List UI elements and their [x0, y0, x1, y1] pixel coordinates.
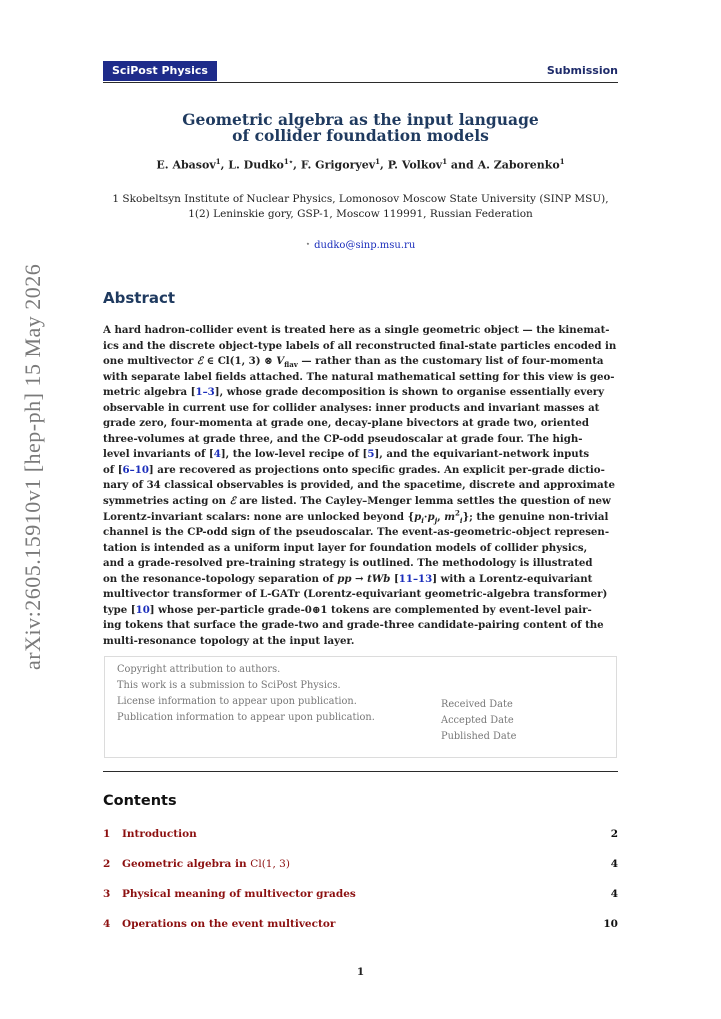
info-line: This work is a submission to SciPost Physics. — [117, 680, 341, 691]
abstract-text: ] are recovered as projections onto specific grades. An explicit per-grade dictio- — [148, 463, 605, 476]
math-symbol: tWb — [367, 572, 391, 585]
toc-number: 3 — [103, 888, 111, 900]
author-separator: , — [220, 158, 229, 172]
toc-title[interactable] — [122, 826, 197, 842]
abstract-line — [103, 463, 618, 479]
author-separator: and — [447, 158, 478, 172]
affiliation-line: 1 Skobeltsyn Institute of Nuclear Physics, Lomonosov Moscow State University (SINP MSU), — [112, 193, 609, 205]
toc-item[interactable] — [103, 826, 618, 842]
title-line: Geometric algebra as the input language — [182, 110, 539, 129]
abstract-text: on the resonance-topology separation of — [103, 572, 338, 585]
citation-link[interactable]: 10 — [135, 603, 150, 616]
abstract-text: level invariants of [ — [103, 448, 214, 461]
page-number: 1 — [356, 966, 365, 978]
abstract-line — [103, 494, 618, 510]
affiliation-mark: 1 — [215, 157, 221, 166]
abstract-line — [103, 510, 618, 526]
contents-heading: Contents — [103, 793, 177, 809]
author-separator: , — [293, 158, 301, 172]
date-line: Received Date — [441, 699, 513, 710]
abstract-line — [103, 416, 618, 432]
abstract-text: — rather than as the customary list of four-momenta — [297, 355, 604, 368]
affiliation-mark: 1 — [442, 157, 448, 166]
toc-page: 2 — [610, 828, 618, 840]
affiliation — [103, 192, 618, 222]
citation-link[interactable]: 4 — [213, 448, 221, 461]
page-header — [103, 61, 618, 83]
author-name: A. Zaborenko — [477, 158, 560, 172]
abstract-line — [103, 447, 618, 463]
abstract-text: [ — [390, 572, 399, 585]
math-symbol: pp — [337, 572, 352, 585]
abstract-text: three-volumes at grade three, and the CP-odd pseudoscalar at grade four. The high- — [103, 432, 583, 445]
abstract-text: }; the genuine non-trivial — [462, 510, 609, 523]
abstract-text: nary of 34 classical observables is provided, and the spacetime, discrete and approximate — [103, 479, 615, 492]
abstract-line — [103, 385, 618, 401]
corresponding-star-icon: ⋆ — [305, 240, 311, 248]
math-symbol: ℰ — [229, 495, 236, 508]
affiliation-mark: 1⋆ — [283, 157, 294, 166]
abstract-text: multivector transformer of L-GATr (Lorentz-equivariant geometric-algebra transformer) — [103, 588, 608, 601]
abstract-text: , — [437, 510, 445, 523]
abstract-line — [103, 432, 618, 448]
toc-item[interactable] — [103, 916, 618, 932]
abstract-line — [103, 354, 618, 370]
abstract-text: observable in current use for collider analyses: inner products and invariant masses at — [103, 401, 600, 414]
abstract-text: type [ — [103, 603, 136, 616]
abstract-text: multi-resonance topology at the input layer. — [103, 634, 355, 647]
math-symbol: i — [459, 515, 463, 525]
license-info — [117, 662, 375, 726]
abstract-line — [103, 541, 618, 557]
corresponding-email — [103, 240, 618, 251]
abstract-text: ] whose per-particle grade-0⊕1 tokens are complemented by event-level pair- — [149, 603, 592, 616]
abstract-body — [103, 323, 618, 649]
toc-title-text: Introduction — [122, 828, 197, 840]
affiliation-mark: 1 — [375, 157, 381, 166]
math-symbol: j — [434, 515, 438, 525]
abstract-line — [103, 572, 618, 588]
toc-title[interactable] — [122, 886, 356, 902]
abstract-line — [103, 478, 618, 494]
affiliation-line: 1(2) Leninskie gory, GSP-1, Moscow 119991, Russian Federation — [188, 208, 533, 220]
abstract-line — [103, 323, 618, 339]
abstract-line — [103, 401, 618, 417]
abstract-text: ], whose grade decomposition is shown to organise essentially every — [214, 386, 605, 399]
abstract-text: ], the low-level recipe of [ — [220, 448, 368, 461]
abstract-text: · — [423, 510, 428, 523]
abstract-text: ] with a Lorentz-equivariant — [432, 572, 593, 585]
abstract-line — [103, 556, 618, 572]
paper-title — [103, 112, 618, 144]
affiliation-mark: 1 — [559, 157, 565, 166]
abstract-text: 2 — [455, 509, 460, 518]
citation-link[interactable]: 6–10 — [122, 463, 149, 476]
abstract-text: with separate label fields attached. The natural mathematical setting for this view is geo- — [103, 370, 615, 383]
info-line: Copyright attribution to authors. — [117, 664, 281, 675]
author-name: E. Abasov — [156, 158, 216, 172]
toc-page: 10 — [603, 918, 618, 930]
date-line: Published Date — [441, 731, 517, 742]
publication-info-box — [104, 656, 617, 758]
abstract-text: ics and the discrete object-type labels of all reconstructed final-state particles encoded in — [103, 339, 617, 352]
citation-link[interactable]: 5 — [367, 448, 375, 461]
toc-number: 2 — [103, 858, 111, 870]
dates-info — [441, 697, 516, 745]
toc-number: 4 — [103, 918, 111, 930]
math-symbol: m — [444, 510, 456, 523]
info-line: Publication information to appear upon publication. — [117, 712, 375, 723]
abstract-text: channel is the CP-odd sign of the pseudoscalar. The event-as-geometric-object represen- — [103, 526, 610, 539]
author-name: F. Grigoryev — [300, 158, 376, 172]
abstract-text: one multivector — [103, 355, 197, 368]
info-line: License information to appear upon publication. — [117, 696, 357, 707]
author-name: P. Volkov — [387, 158, 443, 172]
author-name: L. Dudko — [228, 158, 284, 172]
toc-title[interactable] — [122, 916, 335, 932]
abstract-line — [103, 587, 618, 603]
abstract-text: and a grade-resolved pre-training strategy is outlined. The methodology is illustrated — [103, 557, 593, 570]
abstract-line — [103, 339, 618, 355]
math-symbol: p — [414, 510, 422, 523]
abstract-text: tation is intended as a uniform input layer for foundation models of collider physics, — [103, 541, 588, 554]
author-separator: , — [380, 158, 388, 172]
abstract-text: grade zero, four-momenta at grade one, decay-plane bivectors at grade two, oriented — [103, 417, 589, 430]
journal-badge[interactable]: SciPost Physics — [103, 61, 217, 81]
toc-number: 1 — [103, 828, 111, 840]
math-symbol: ℰ — [196, 355, 204, 368]
abstract-text: of [ — [103, 463, 123, 476]
abstract-line — [103, 634, 618, 650]
toc-item[interactable] — [103, 886, 618, 902]
author-list — [103, 157, 618, 172]
abstract-text: → — [351, 572, 368, 585]
abstract-line — [103, 370, 618, 386]
abstract-heading: Abstract — [103, 289, 176, 307]
toc-title-math: Cl(1, 3) — [250, 858, 290, 870]
abstract-text: ∈ Cl(1, 3) ⊗ — [203, 355, 277, 368]
date-line: Accepted Date — [441, 715, 514, 726]
toc-page: 4 — [610, 888, 618, 900]
toc-title-text: Geometric algebra in — [122, 858, 251, 870]
submission-label: Submission — [546, 64, 618, 77]
abstract-line — [103, 603, 618, 619]
abstract-text: ing tokens that surface the grade-two and grade-three candidate-pairing content of the — [103, 619, 604, 632]
arxiv-watermark: arXiv:2605.15910v1 [hep-ph] 15 May 2026 — [20, 263, 45, 670]
abstract-text: Lorentz-invariant scalars: none are unlocked beyond { — [103, 510, 415, 523]
email-link[interactable]: dudko@sinp.msu.ru — [314, 240, 416, 251]
abstract-text: symmetries acting on — [103, 495, 230, 508]
math-symbol: p — [427, 510, 435, 523]
citation-link[interactable]: 1–3 — [195, 386, 215, 399]
section-divider — [103, 771, 618, 772]
abstract-text: flav — [284, 360, 298, 370]
toc-page: 4 — [610, 858, 618, 870]
abstract-text: ], and the equivariant-network inputs — [374, 448, 590, 461]
title-line: of collider foundation models — [232, 126, 489, 145]
math-symbol: i — [421, 515, 424, 525]
abstract-line — [103, 618, 618, 634]
toc-title-text: Physical meaning of multivector grades — [122, 888, 356, 900]
abstract-line — [103, 525, 618, 541]
citation-link[interactable]: 11–13 — [398, 572, 433, 585]
math-symbol: V — [276, 355, 285, 368]
abstract-text: metric algebra [ — [103, 386, 196, 399]
abstract-text: are listed. The Cayley–Menger lemma settles the question of new — [235, 495, 611, 508]
toc-title[interactable] — [122, 856, 290, 872]
abstract-text: A hard hadron-collider event is treated here as a single geometric object — the kinemat- — [103, 324, 610, 336]
toc-item[interactable] — [103, 856, 618, 872]
toc-title-text: Operations on the event multivector — [122, 918, 336, 930]
